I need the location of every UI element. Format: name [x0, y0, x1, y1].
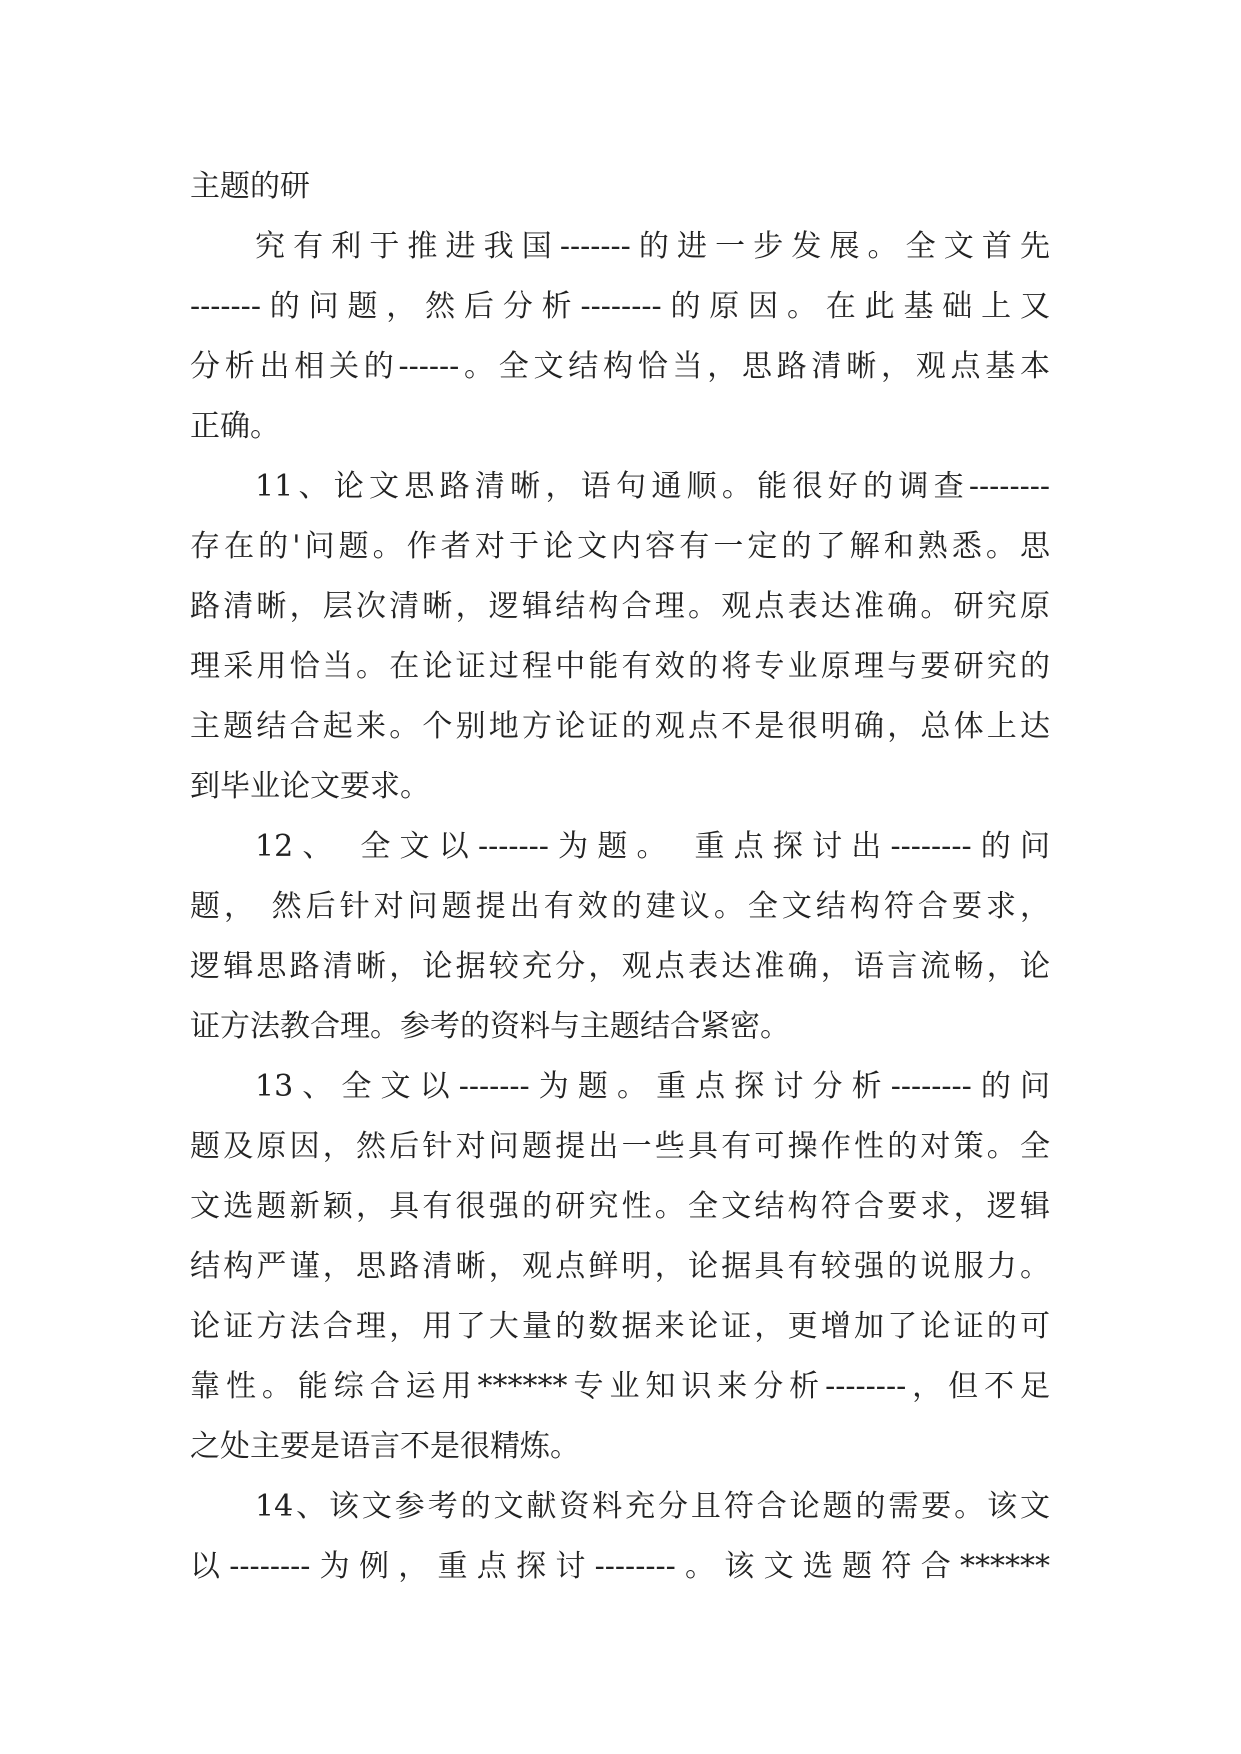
text-line-13: 题， 然后针对问题提出有效的建议。全文结构符合要求，: [190, 889, 1050, 924]
text-line-6: 11、论文思路清晰，语句通顺。能很好的调查--------: [255, 469, 1050, 504]
text-line-18: 文选题新颖，具有很强的研究性。全文结构符合要求，逻辑: [190, 1189, 1050, 1224]
text-line-10: 主题结合起来。个别地方论证的观点不是很明确，总体上达: [190, 709, 1050, 744]
text-line-4: 分析出相关的------。全文结构恰当，思路清晰，观点基本: [190, 349, 1050, 384]
text-line-19: 结构严谨，思路清晰，观点鲜明，论据具有较强的说服力。: [190, 1249, 1050, 1284]
text-line-20: 论证方法合理，用了大量的数据来论证，更增加了论证的可: [190, 1309, 1050, 1344]
text-line-24: 以--------为例，重点探讨--------。该文选题符合******: [190, 1549, 1050, 1584]
text-line-7: 存在的'问题。作者对于论文内容有一定的了解和熟悉。思: [190, 529, 1050, 564]
text-line-5: 正确。: [190, 409, 280, 444]
text-line-8: 路清晰，层次清晰，逻辑结构合理。观点表达准确。研究原: [190, 589, 1050, 624]
text-line-22: 之处主要是语言不是很精炼。: [190, 1429, 580, 1464]
text-line-1: 主题的研: [190, 169, 310, 204]
text-line-23: 14、该文参考的文献资料充分且符合论题的需要。该文: [255, 1489, 1050, 1524]
text-line-16: 13、全文以-------为题。重点探讨分析--------的问: [255, 1069, 1050, 1104]
text-line-3: -------的问题，然后分析--------的原因。在此基础上又: [190, 289, 1050, 324]
text-line-11: 到毕业论文要求。: [190, 769, 430, 804]
text-line-12: 12、 全文以-------为题。 重点探讨出--------的问: [255, 829, 1050, 864]
text-line-15: 证方法教合理。参考的资料与主题结合紧密。: [190, 1009, 790, 1044]
text-line-14: 逻辑思路清晰，论据较充分，观点表达准确，语言流畅，论: [190, 949, 1050, 984]
text-line-17: 题及原因，然后针对问题提出一些具有可操作性的对策。全: [190, 1129, 1050, 1164]
text-line-2: 究有利于推进我国-------的进一步发展。全文首先: [255, 229, 1050, 264]
text-line-9: 理采用恰当。在论证过程中能有效的将专业原理与要研究的: [190, 649, 1050, 684]
text-line-21: 靠性。能综合运用******专业知识来分析--------，但不足: [190, 1369, 1050, 1404]
